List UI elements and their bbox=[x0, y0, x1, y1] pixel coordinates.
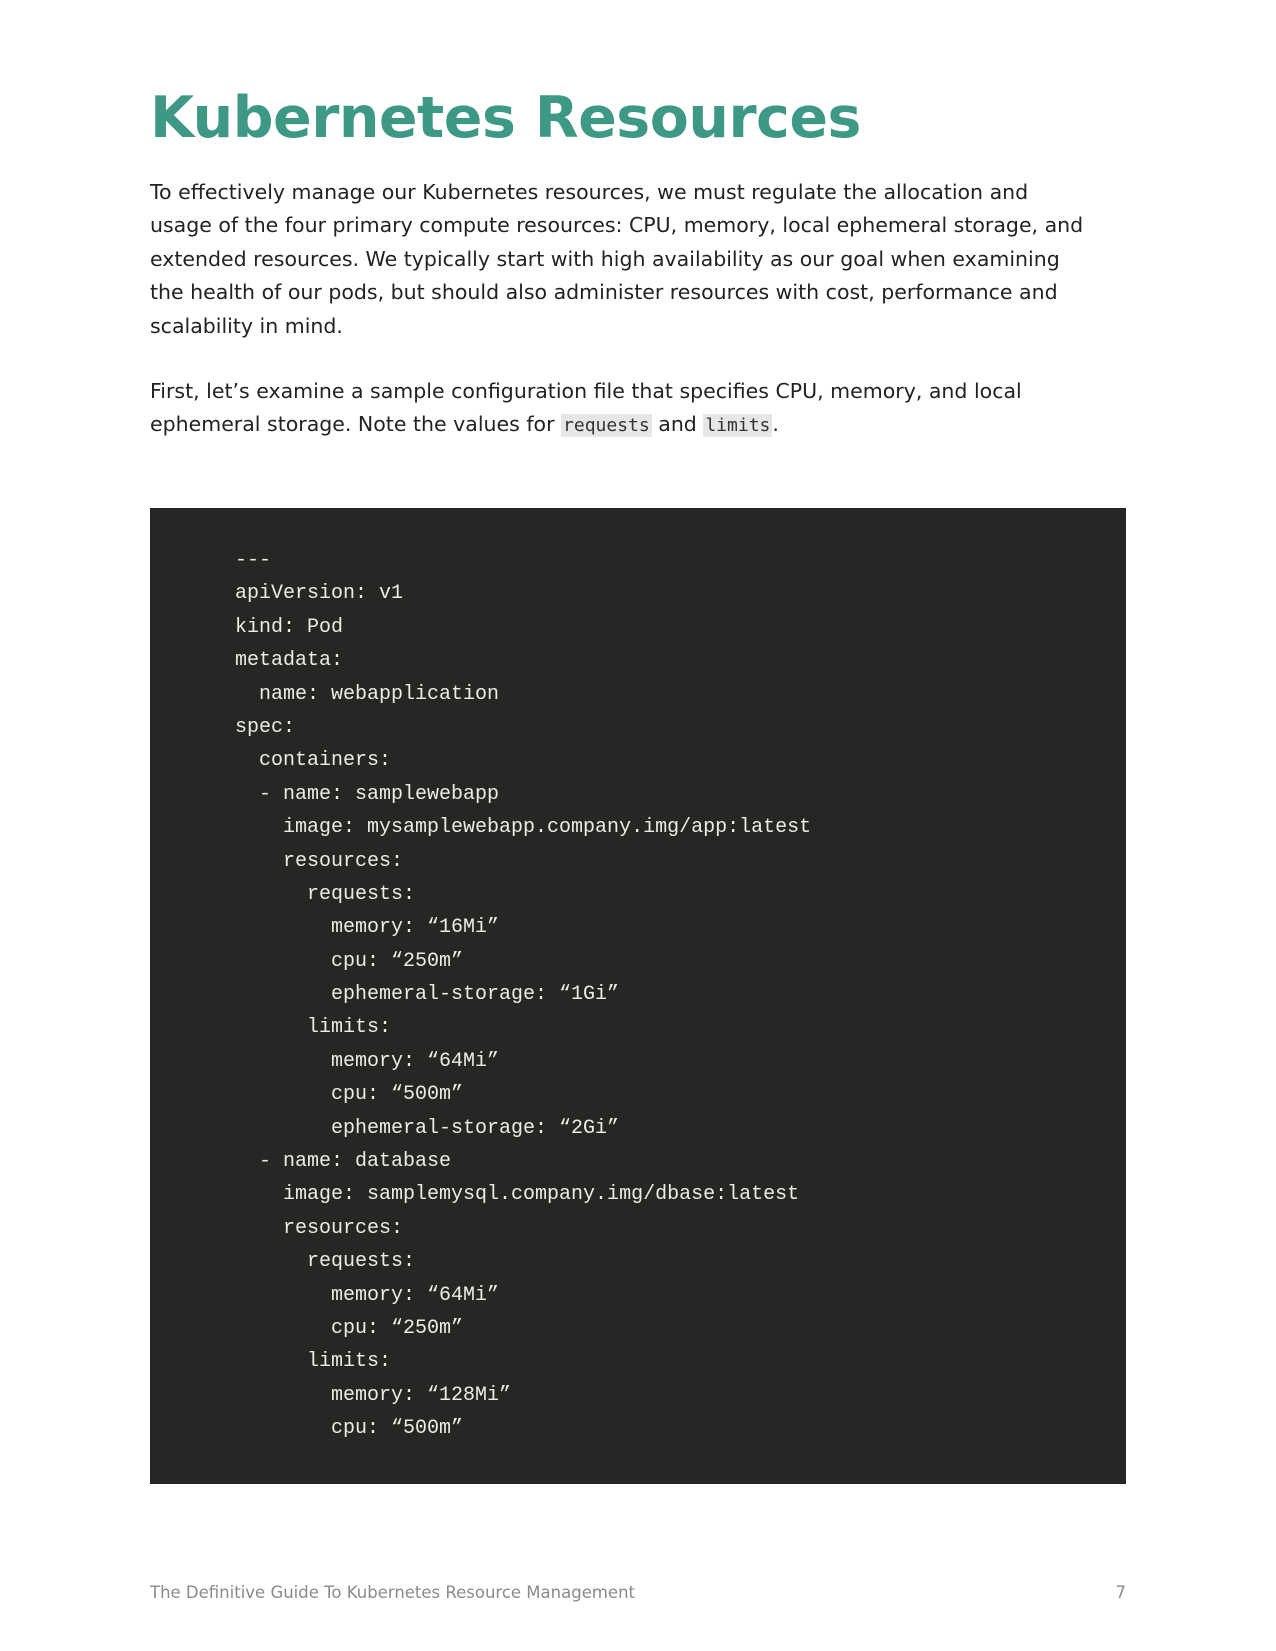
code-line: cpu: “500m” bbox=[235, 1417, 464, 1441]
inline-code-requests: requests bbox=[563, 415, 650, 437]
code-line: requests: bbox=[235, 882, 416, 906]
code-line: memory: “64Mi” bbox=[235, 1049, 500, 1073]
intro-paragraph bbox=[150, 176, 1140, 343]
code-line: requests: bbox=[235, 1250, 416, 1274]
intro-line: To effectively manage our Kubernetes resources, we must regulate the allocation and bbox=[150, 180, 1029, 204]
intro-line: the health of our pods, but should also administer resources with cost, performance and bbox=[150, 280, 1058, 305]
inline-code-limits: limits bbox=[705, 415, 771, 437]
text-fragment: . bbox=[772, 412, 779, 437]
code-line: apiVersion: v1 bbox=[235, 582, 404, 606]
config-intro-line bbox=[150, 408, 1140, 442]
intro-line: usage of the four primary compute resources: CPU, memory, local ephemeral storage, and bbox=[150, 213, 1084, 238]
config-intro-paragraph bbox=[150, 375, 1140, 443]
code-line: image: mysamplewebapp.company.img/app:latest bbox=[235, 816, 812, 840]
code-line: containers: bbox=[235, 749, 392, 773]
code-line: - name: database bbox=[235, 1150, 452, 1174]
footer-page-number: 7 bbox=[1115, 1583, 1126, 1602]
code-line: metadata: bbox=[235, 649, 344, 673]
code-line: limits: bbox=[235, 1016, 392, 1040]
code-line: resources: bbox=[235, 849, 404, 873]
code-line: cpu: “500m” bbox=[235, 1083, 464, 1107]
code-line: limits: bbox=[235, 1350, 392, 1374]
code-line: image: samplemysql.company.img/dbase:latest bbox=[235, 1183, 800, 1207]
code-line: kind: Pod bbox=[235, 615, 344, 639]
text-fragment: ephemeral storage. Note the values for bbox=[150, 412, 562, 437]
page-title: Kubernetes Resources bbox=[150, 85, 861, 151]
code-line: memory: “64Mi” bbox=[235, 1283, 500, 1307]
code-line: name: webapplication bbox=[235, 682, 500, 706]
code-line: memory: “128Mi” bbox=[235, 1383, 512, 1407]
intro-line: scalability in mind. bbox=[150, 313, 343, 338]
code-line: --- bbox=[235, 549, 272, 572]
code-line: cpu: “250m” bbox=[235, 1316, 464, 1340]
footer-document-title: The Definitive Guide To Kubernetes Resource Management bbox=[150, 1583, 636, 1602]
code-line: - name: samplewebapp bbox=[235, 782, 500, 806]
yaml-code-block bbox=[150, 508, 1126, 1484]
text-fragment: and bbox=[651, 412, 704, 437]
code-line: spec: bbox=[235, 715, 296, 739]
code-line: ephemeral-storage: “1Gi” bbox=[235, 983, 620, 1007]
intro-line: extended resources. We typically start with high availability as our goal when examining bbox=[150, 246, 1060, 271]
code-line: cpu: “250m” bbox=[235, 949, 464, 973]
code-line: resources: bbox=[235, 1216, 404, 1240]
code-line: ephemeral-storage: “2Gi” bbox=[235, 1116, 620, 1140]
config-intro-line: First, let’s examine a sample configuration file that specifies CPU, memory, and local bbox=[150, 379, 1022, 403]
code-line: memory: “16Mi” bbox=[235, 916, 500, 940]
